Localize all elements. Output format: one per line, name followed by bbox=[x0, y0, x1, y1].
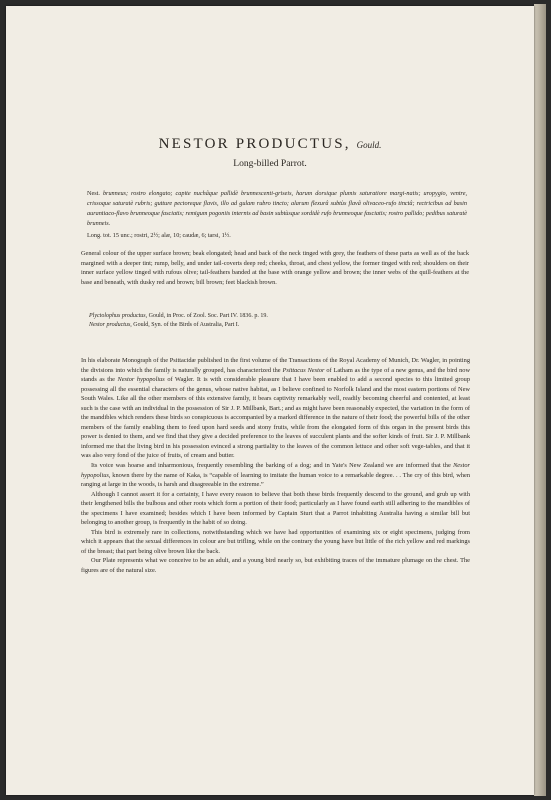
text-run: of Wagler. It is with considerable pleasure that I have been enabled to add a second species to this limited group possessing all the essential characters of the genus, whose native habitat, as I believe confined to Norfolk Island and the most eastern portions of New South Wales. Like all the other members of this extensive family, it bears captivity remarkably well, readily becoming cheerful and contented, at least such is the case with an individual in the possession of Sir J. P. Millbank, Bart.; and as might have been reasonably expected, the variation in the form of the mandibles which renders these birds so conspicuous is accompanied by a marked difference in the nature of their food; the powerful bills of the other members of the family enabling them to feed upon hard seeds and stony fruits, while from the elongated form of this organ in the present birds this power is denied to them, and we find that they give a decided preference to the leaves of succulent plants and the softer kinds of fruit. Sir J. P. Millbank informed me that the living bird in his possession evinced a strong partiality to the leaves of the common lettuce and other soft vege-tables, and that it was also very fond of the juice of fruits, of cream and butter. bbox=[81, 376, 470, 460]
reference-text: Gould, in Proc. of Zool. Soc. Part IV. 1836. p. 19. bbox=[148, 313, 268, 319]
paragraph: Although I cannot assert it for a certainty, I have every reason to believe that both these birds frequently descend to the ground, and grub up with their lengthened bills the bulbous and other roots which form a portion of their food; particularly as I have found earth still adhering to the mandibles of the specimens I have examined; besides which I have been informed by Captain Sturt that a Parrot inhabiting Australia having a similar bill but belonging to another group, is frequently in the habit of so doing. bbox=[81, 490, 470, 527]
paragraph bbox=[81, 461, 470, 490]
text-run: of Latham as the type of a new genus, and the bird now stands as the bbox=[81, 366, 471, 384]
reference-item bbox=[89, 321, 469, 330]
latin-text: brunneus; rostro elongato; capite nuchâque pallidè brunnescenti-griseis, harum dorsique plumis saturatiore margi-natis; uropygio, ventre, crissoque saturatè rubris; gutture pectoreque flavis, illo ad gulam rubro tincto; alarum flexurâ subtùs flavâ olivaceo-rufo tinctâ; rectricibus ad basin aurantiaco-flavo brunneoque fasciatis; remigum pogoniis internis ad basin subtùsque sordidè rufo brunneoque fasciatis; rostro pallido; pedibus saturatè brunneis. bbox=[87, 190, 468, 227]
species-name: NESTOR PRODUCTUS, bbox=[158, 136, 351, 152]
reference-name: Plyctolophus productus, bbox=[89, 313, 148, 319]
english-description: General colour of the upper surface brown; beak elongated; head and back of the neck tinged with grey, the feathers of these parts as well as of the back margined with a deeper tint; rump, belly, and under tail-coverts deep red; cheeks, throat, and chest yellow, the former tinged with red; shoulders on their inner surface yellow tinged with rufous olive; tail-feathers banded at the base with orange yellow and brown; the inner webs of the quill-feathers at the base and beneath, with dusky red and brown; bill brown; feet blackish brown. bbox=[81, 250, 469, 286]
latin-lead: Nest. bbox=[87, 190, 100, 197]
italic-name: Nestor hypopolius bbox=[117, 376, 165, 384]
references bbox=[89, 312, 469, 331]
measurements bbox=[87, 231, 467, 241]
reference-item bbox=[89, 312, 469, 321]
italic-name: Psittacus Nestor bbox=[282, 366, 325, 374]
text-run: , known there by the name of Kaka, is “capable of learning to imitate the human voice to a remarkable degree. . . The cry of this bird, when ranging at large in the woods, is harsh and disagreeable in the extreme.” bbox=[81, 471, 470, 489]
species-title bbox=[6, 136, 534, 153]
species-author: Gould. bbox=[356, 140, 382, 150]
measurements-label: Long. tot. bbox=[87, 232, 112, 239]
paragraph: Our Plate represents what we conceive to be an adult, and a young bird nearly so, but exhibiting traces of the immature plumage on the chest. The figures are of the natural size. bbox=[81, 557, 470, 575]
latin-description bbox=[87, 189, 467, 229]
reference-text: Gould, Syn. of the Birds of Australia, Part I. bbox=[133, 322, 240, 329]
page-edge bbox=[534, 4, 546, 796]
reference-name: Nestor productus, bbox=[89, 322, 132, 329]
book-page bbox=[6, 6, 534, 795]
text-run: Its voice was hoarse and inharmonious, frequently resembling the barking of a dog; and in Yate's New Zealand we are informed that the bbox=[91, 462, 451, 470]
italic-name: Nestor hypopolius bbox=[81, 462, 470, 479]
body-text bbox=[81, 356, 470, 576]
paragraph bbox=[81, 356, 470, 461]
measurements-text: 15 unc.; rostri, 2½; alæ, 10; caudæ, 6; tarsi, 1½. bbox=[112, 232, 231, 239]
common-name: Long-billed Parrot. bbox=[233, 158, 307, 169]
text-run: In his elaborate Monograph of the Psittacidæ published in the first volume of the Transactions of the Royal Academy of Munich, Dr. Wagler, in pointing the divisions into which the family is naturally grouped, has characterized the bbox=[81, 357, 470, 374]
paragraph: This bird is extremely rare in collections, notwithstanding which we have had opportunities of examining six or eight specimens, judging from which it appears that the sexual differences in colour are but trifling, while on the contrary the young have but little of the rich yellow and red markings of the breast; that part being olive brown like the back. bbox=[81, 528, 470, 555]
